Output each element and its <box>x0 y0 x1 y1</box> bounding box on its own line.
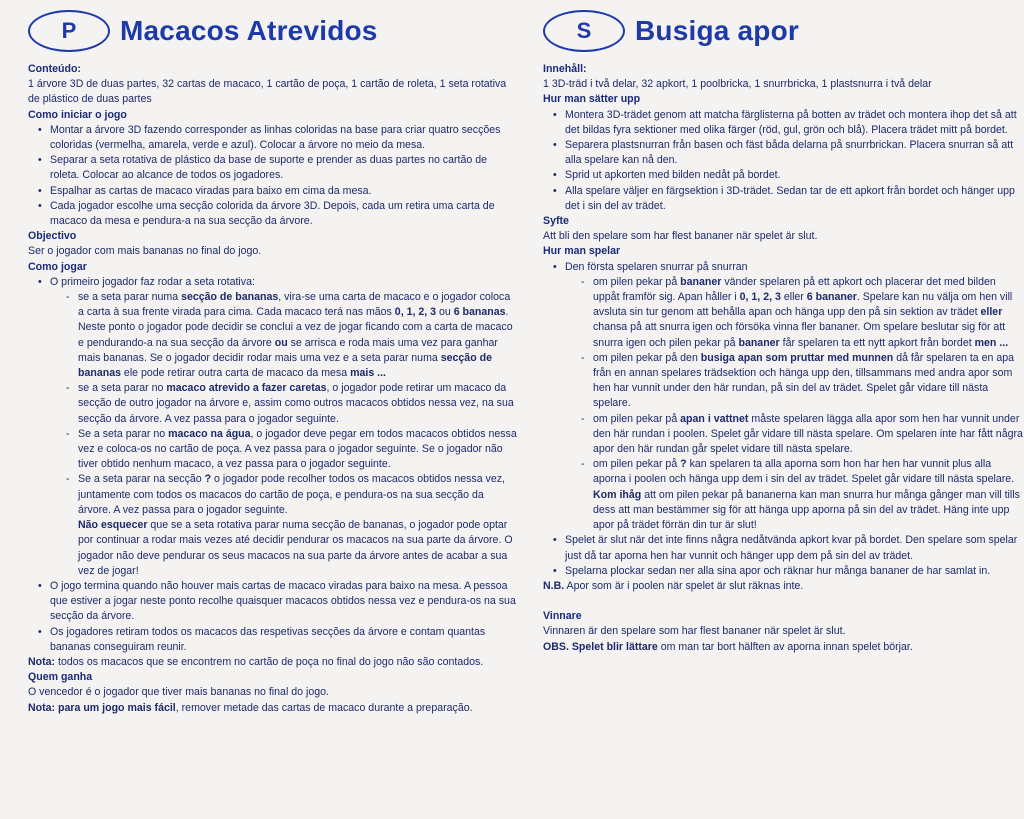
portuguese-column <box>28 0 518 819</box>
sv-vinnare-heading: Vinnare <box>543 610 582 623</box>
sv-body <box>543 62 1024 655</box>
list-item <box>40 275 518 579</box>
pt-objectivo-text: Ser o jogador com mais bananas no final do jogo. <box>28 245 262 258</box>
sv-language-badge: S <box>543 10 625 52</box>
list-item: - om pilen pekar på bananer vänder spelaren på ett apkort och placerar det med bilden uppåt framför sig. Apan håller i 0, 1, 2, 3 eller 6 bananer. Spelare kan nu välja om hen vill avsluta sin tur genom att behålla apan och hänga upp den på sin sektion av trädet eller chansa på att snurra igen och försöka vinna fler bananer. Om spelare beslutar sig för att snurra igen och pilen pekar på bananer får spelaren ta ett nytt apkort från bordet men ... <box>583 275 1024 351</box>
sv-vinnare-text: Vinnaren är den spelare som har flest bananer när spelet är slut. <box>543 625 846 638</box>
pt-jogar-list <box>28 275 518 655</box>
sv-satter-heading: Hur man sätter upp <box>543 93 641 106</box>
sv-satter-list <box>543 108 1024 214</box>
list-item: - se a seta parar no macaco atrevido a fazer caretas, o jogador pode retirar um macaco da secção de outro jogador na árvore e, assim como outros macacos obtidos nessa vez, na sua secção da árvore. A vez passa para o jogador seguinte. <box>68 381 518 427</box>
sv-obs: OBS. Spelet blir lättare om man tar bort hälften av aporna innan spelet börjar. <box>543 640 913 653</box>
pt-language-badge: P <box>28 10 110 52</box>
pt-body <box>28 62 518 716</box>
pt-title: Macacos Atrevidos <box>120 15 378 46</box>
list-item: • Cada jogador escolhe uma secção colorida da árvore 3D. Depois, cada um retira uma carta de macaco da mesa e pendura-a na sua secção da árvore. <box>40 199 518 229</box>
pt-objectivo-heading: Objectivo <box>28 230 77 243</box>
pt-nota1: Nota: todos os macacos que se encontrem no cartão de poça no final do jogo não são contados. <box>28 655 484 668</box>
list-item: • Separera plastsnurran från basen och fäst båda delarna på snurrbrickan. Placera snurran så att alla spelare kan nå den. <box>555 138 1024 168</box>
list-item: • Os jogadores retiram todos os macacos das respetivas secções da árvore e contam quantas bananas conseguiram reunir. <box>40 625 518 655</box>
sv-innehall-heading: Innehåll: <box>543 63 587 75</box>
pt-conteudo-heading: Conteúdo: <box>28 63 81 75</box>
list-item: • Sprid ut apkorten med bilden nedåt på bordet. <box>555 168 1024 183</box>
list-item: - Se a seta parar no macaco na água, o jogador deve pegar em todos macacos obtidos nessa vez e coloca-os no cartão de poça. A vez passa para o jogador seguinte. Se o jogador não tiver obtido nenhum macaco, a vez passa para o jogador seguinte. <box>68 427 518 473</box>
sv-spelar-intro: Den första spelaren snurrar på snurran <box>565 260 748 273</box>
sv-nb: N.B. Apor som är i poolen när spelet är slut räknas inte. <box>543 579 804 592</box>
pt-jogar-intro: O primeiro jogador faz rodar a seta rotativa: <box>50 275 255 288</box>
pt-header <box>28 0 518 62</box>
list-item: • Montera 3D-trädet genom att matcha färglisterna på botten av trädet och montera ihop det så att det bildas fyra sektioner med olika färger (röd, gul, grön och blå). Placera trädet mitt på bordet. <box>555 108 1024 138</box>
pt-jogar-heading: Como jogar <box>28 260 87 273</box>
sv-spinner-cases <box>565 275 1024 533</box>
pt-spinner-cases <box>50 290 518 579</box>
sv-header <box>543 0 1024 62</box>
pt-iniciar-heading: Como iniciar o jogo <box>28 108 127 121</box>
pt-ganha-heading: Quem ganha <box>28 671 93 684</box>
list-item: • Separar a seta rotativa de plástico da base de suporte e prender as duas partes no cartão de roleta. Colocar ao alcance de todos os jogadores. <box>40 153 518 183</box>
pt-conteudo-text: 1 árvore 3D de duas partes, 32 cartas de macaco, 1 cartão de poça, 1 cartão de roleta, 1 seta rotativa de plástico de duas partes <box>28 78 507 106</box>
list-item: • Spelarna plockar sedan ner alla sina apor och räknar hur många bananer de har samlat in. <box>555 564 1024 579</box>
pt-nota2: Nota: para um jogo mais fácil, remover metade das cartas de macaco durante a preparação. <box>28 701 473 714</box>
sv-innehall-text: 1 3D-träd i två delar, 32 apkort, 1 poolbricka, 1 snurrbricka, 1 plastsnurra i två delar <box>543 78 932 91</box>
list-item <box>555 260 1024 534</box>
pt-ganha-text: O vencedor é o jogador que tiver mais bananas no final do jogo. <box>28 686 329 699</box>
list-item: - se a seta parar numa secção de bananas, vira-se uma carta de macaco e o jogador coloca a carta à sua frente virada para cima. Cada macaco terá nas mãos 0, 1, 2, 3 ou 6 bananas. Neste ponto o jogador pode decidir se conclui a vez de jogar ficando com a carta de macaco e pendurando-a na sua secção da árvore ou se arrisca e roda mais uma vez para ganhar mais bananas. Se o jogador decidir rodar mais uma vez e a seta parar numa secção de bananas ele pode retirar outra carta de macaco da mesa mais ... <box>68 290 518 381</box>
sv-spelar-list <box>543 260 1024 579</box>
sv-syfte-heading: Syfte <box>543 215 569 228</box>
list-item: • O jogo termina quando não houver mais cartas de macaco viradas para baixo na mesa. A pessoa que estiver a jogar neste ponto recolhe quaisquer macacos obtidos nessa vez e pendura-os na sua secção da árvore. <box>40 579 518 625</box>
sv-spelar-heading: Hur man spelar <box>543 245 621 258</box>
list-item: - om pilen pekar på ? kan spelaren ta alla aporna som hon har hen har vunnit plus alla aporna i poolen och hänga upp dem i sin del av trädet. Spelet går vidare till nästa spelare. Kom ihåg att om pilen pekar på bananerna kan man snurra hur många gånger man vill tills dess att man bestämmer sig för att hänga upp aporna på sin del av trädet. Häng inte upp apor på trädet förrän din tur är slut! <box>583 457 1024 533</box>
list-item: - Se a seta parar na secção ? o jogador pode recolher todos os macacos obtidos nessa vez, juntamente com todos os macacos do cartão de poça, e pendura-os na sua secção da árvore. A vez passa para o jogador seguinte. Não esquecer que se a seta rotativa parar numa secção de bananas, o jogador pode optar por continuar a rodar mais vezes até decidir pendurar os macacos na sua parte da árvore. O jogador não deve pendurar os seus macacos na sua parte da árvore antes de acabar a sua vez de jogar! <box>68 472 518 578</box>
swedish-column <box>543 0 1024 819</box>
list-item: • Espalhar as cartas de macaco viradas para baixo em cima da mesa. <box>40 184 518 199</box>
list-item: • Alla spelare väljer en färgsektion i 3D-trädet. Sedan tar de ett apkort från bordet och hänger upp det i sin del av trädet. <box>555 184 1024 214</box>
sv-title: Busiga apor <box>635 15 800 46</box>
list-item: • Montar a árvore 3D fazendo corresponder as linhas coloridas na base para criar quatro secções coloridas (vermelha, amarela, verde e azul). Colocar a árvore no meio da mesa. <box>40 123 518 153</box>
list-item: - om pilen pekar på apan i vattnet måste spelaren lägga alla apor som hen har vunnit under den här rundan i poolen. Spelet går vidare till nästa spelare. Om spelaren inte har fått några apor den här rundan går spelet vidare till nästa spelare. <box>583 412 1024 458</box>
list-item: - om pilen pekar på den busiga apan som pruttar med munnen då får spelaren ta en apa från en annan spelares trädsektion och hänga upp den, tillsammans med andra apor som hen har vunnit under den här rundan, på sin del av trädet. Spelet går vidare till nästa spelare. <box>583 351 1024 412</box>
list-item: • Spelet är slut när det inte finns några nedåtvända apkort kvar på bordet. Den spelare som spelar just då tar aporna hen har vunnit och hänger upp dem på sin del av trädet. <box>555 533 1024 563</box>
pt-iniciar-list <box>28 123 518 229</box>
sv-syfte-text: Att bli den spelare som har flest bananer när spelet är slut. <box>543 230 818 243</box>
